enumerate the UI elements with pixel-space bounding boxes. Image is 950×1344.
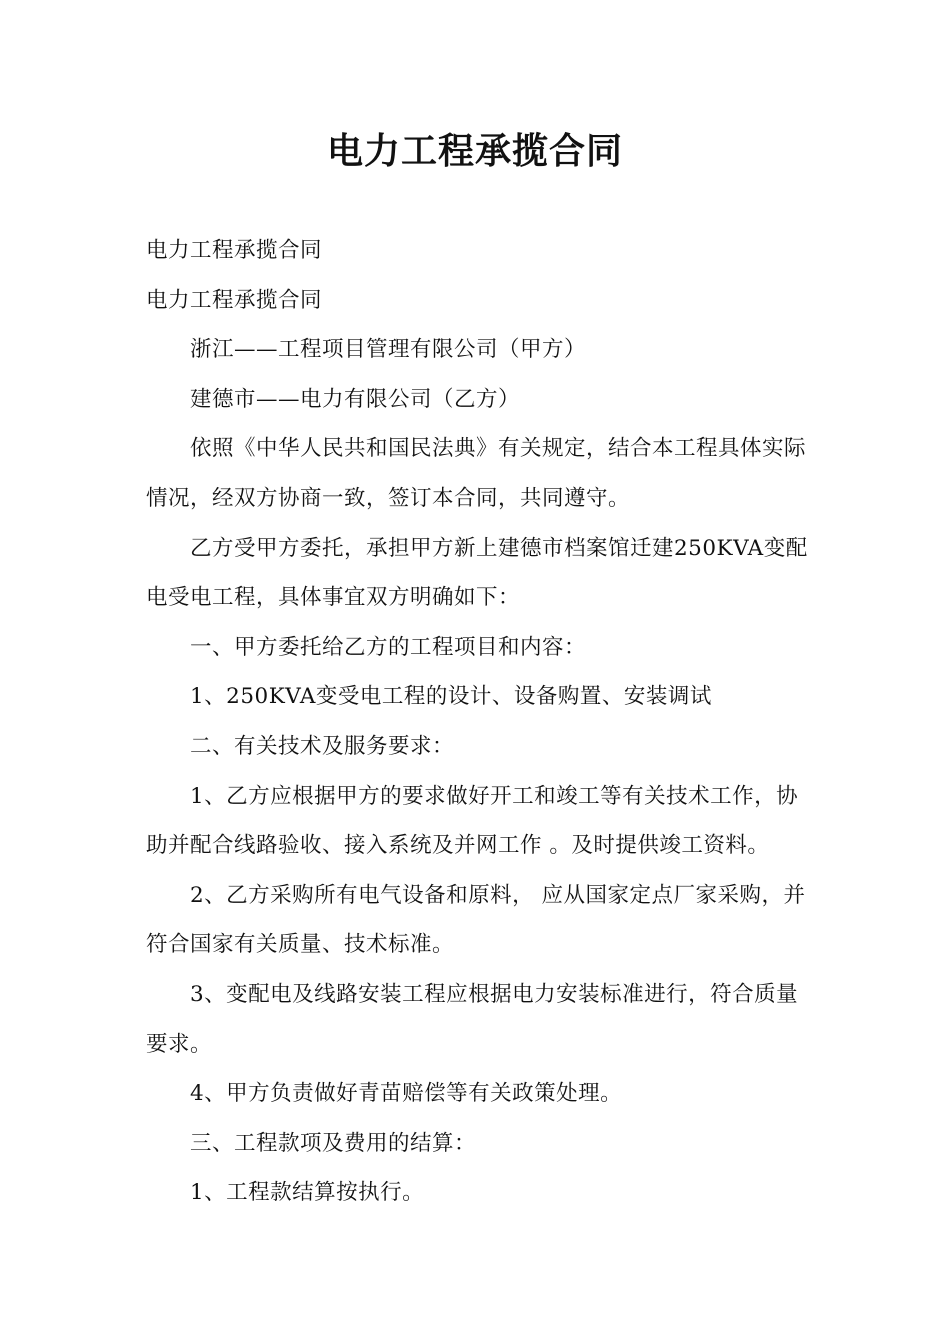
section-heading: 一、甲方委托给乙方的工程项目和内容： xyxy=(190,634,587,660)
paragraph: 3、变配电及线路安装工程应根据电力安装标准进行，符合质量要求。 xyxy=(146,981,799,1057)
paragraph: 乙方受甲方委托，承担甲方新上建德市档案馆迁建250KVA变配电受电工程，具体事宜双方明确如下： xyxy=(146,535,808,611)
paragraph: 4、甲方负责做好青苗赔偿等有关政策处理。 xyxy=(190,1081,623,1107)
section-heading: 二、有关技术及服务要求： xyxy=(190,733,455,759)
paragraph: 1、250KVA变受电工程的设计、设备购置、安装调试 xyxy=(190,684,712,710)
paragraph: 电力工程承揽合同 xyxy=(146,238,323,263)
paragraph: 2、乙方采购所有电气设备和原料， 应从国家定点厂家采购，并符合国家有关质量、技术标准。 xyxy=(146,882,806,958)
party-b-line: 建德市——电力有限公司（乙方） xyxy=(190,386,521,412)
section-heading: 三、工程款项及费用的结算： xyxy=(190,1130,477,1156)
paragraph: 1、工程款结算按执行。 xyxy=(190,1180,425,1206)
paragraph: 电力工程承揽合同 xyxy=(146,287,323,313)
document-body xyxy=(146,226,810,1218)
paragraph: 1、乙方应根据甲方的要求做好开工和竣工等有关技术工作，协助并配合线路验收、接入系统及并网工作 。及时提供竣工资料。 xyxy=(146,783,799,859)
document-title: 电力工程承揽合同 xyxy=(326,131,623,172)
party-a-line: 浙江——工程项目管理有限公司（甲方） xyxy=(190,337,587,363)
paragraph: 依照《中华人民共和国民法典》有关规定，结合本工程具体实际情况，经双方协商一致，签订本合同，共同遵守。 xyxy=(146,436,807,511)
